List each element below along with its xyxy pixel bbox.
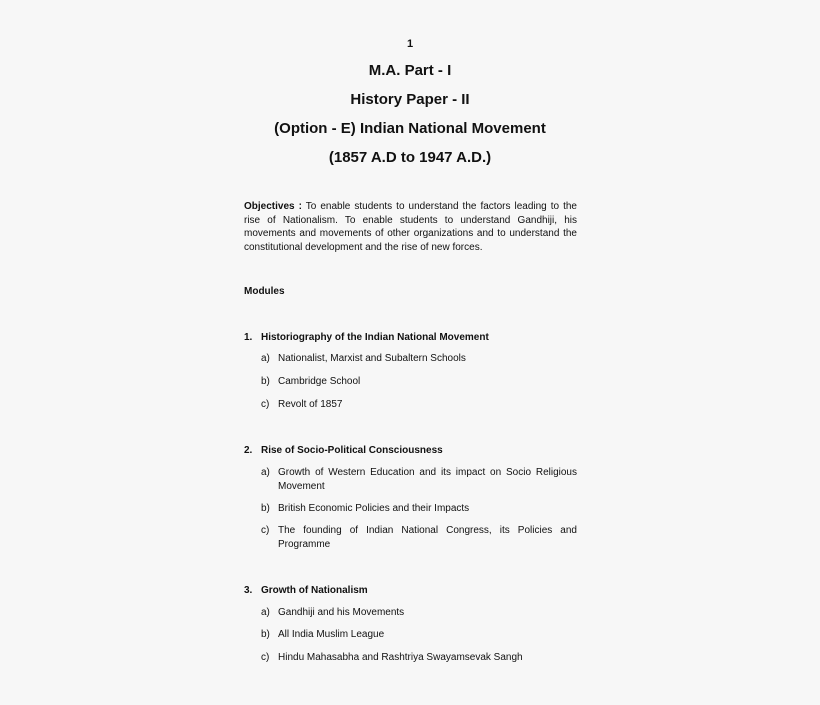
section-number: 2.: [244, 445, 253, 456]
objectives-text: To enable students to understand the factors leading to the rise of Nationalism. To enable students to understand Gandhiji, his movements and movements of other organizations and to understand the constitutional development and the rise of new forces.: [244, 201, 577, 253]
list-item: [261, 524, 577, 552]
objectives-paragraph: [244, 200, 577, 254]
section-title-text: Historiography of the Indian National Movement: [261, 332, 489, 343]
item-text: Revolt of 1857: [278, 399, 343, 410]
item-text: Nationalist, Marxist and Subaltern Schools: [278, 353, 466, 364]
list-item: [261, 502, 577, 516]
title-line-2: History Paper - II: [350, 91, 470, 108]
item-text: Cambridge School: [278, 376, 361, 387]
item-label: b): [261, 503, 270, 514]
item-label: b): [261, 629, 270, 640]
section-2-title: [244, 445, 443, 456]
list-item: [261, 352, 577, 366]
item-label: c): [261, 525, 270, 536]
page-number: 1: [406, 38, 414, 50]
section-title-text: Rise of Socio-Political Consciousness: [261, 445, 443, 456]
list-item: [261, 651, 577, 665]
objectives-label: Objectives :: [244, 201, 302, 212]
list-item: [261, 398, 577, 412]
title-line-3: (Option - E) Indian National Movement: [274, 120, 546, 137]
item-label: a): [261, 607, 270, 618]
item-text: The founding of Indian National Congress, its Policies and Programme: [278, 525, 577, 550]
list-item: [261, 606, 577, 620]
section-title-text: Growth of Nationalism: [261, 585, 368, 596]
title-line-1: M.A. Part - I: [368, 62, 452, 79]
item-text: British Economic Policies and their Impacts: [278, 503, 470, 514]
item-text: Growth of Western Education and its impact on Socio Religious Movement: [278, 467, 577, 492]
item-label: a): [261, 467, 270, 478]
modules-heading: Modules: [244, 286, 285, 297]
item-label: b): [261, 376, 270, 387]
item-text: All India Muslim League: [278, 629, 385, 640]
item-text: Gandhiji and his Movements: [278, 607, 405, 618]
item-label: c): [261, 399, 270, 410]
section-3-title: [244, 585, 368, 596]
item-text: Hindu Mahasabha and Rashtriya Swayamsevak Sangh: [278, 652, 523, 663]
list-item: [261, 628, 577, 642]
list-item: [261, 466, 577, 494]
item-label: a): [261, 353, 270, 364]
title-line-4: (1857 A.D to 1947 A.D.): [328, 149, 492, 166]
item-label: c): [261, 652, 270, 663]
list-item: [261, 375, 577, 389]
section-number: 3.: [244, 585, 253, 596]
section-1-title: [244, 332, 489, 343]
section-number: 1.: [244, 332, 253, 343]
